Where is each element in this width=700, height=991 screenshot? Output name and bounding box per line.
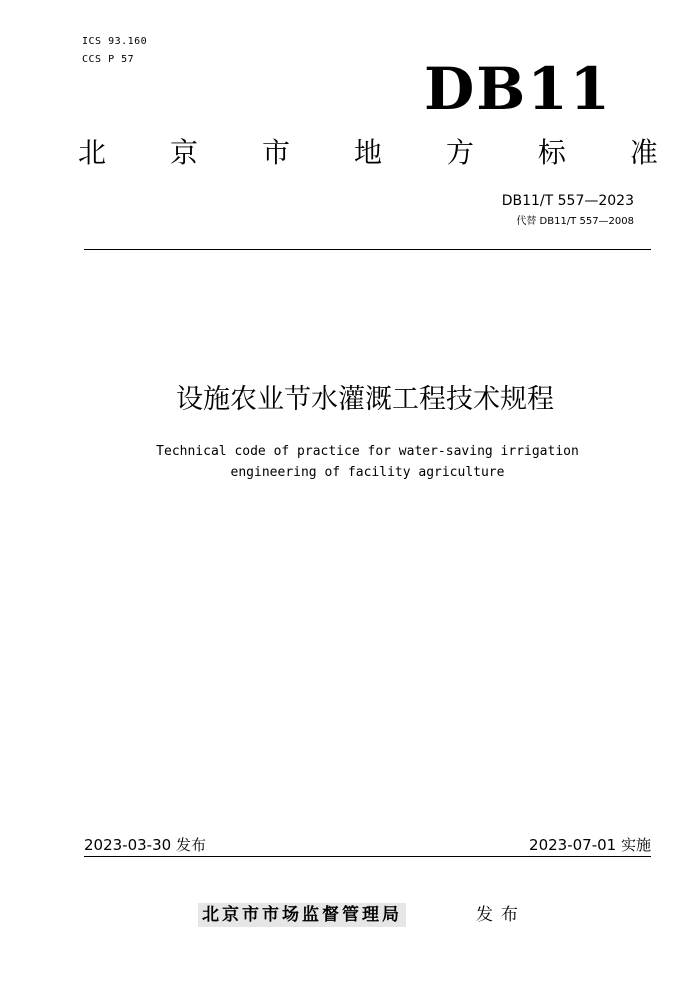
issue-date: 2023-03-30 发布 [84, 836, 206, 854]
issuing-authority: 北京市市场监督管理局 [198, 903, 406, 927]
ics-code: ICS 93.160 [82, 36, 148, 47]
ccs-code: CCS P 57 [82, 54, 135, 65]
standard-type-char: 方 [445, 136, 474, 169]
implementation-date: 2023-07-01 实施 [529, 836, 651, 854]
title-en-line-2: engineering of facility agriculture [230, 465, 505, 480]
title-en-line-1: Technical code of practice for water-saving irrigation [156, 444, 579, 459]
standard-type-char: 市 [261, 136, 290, 169]
header-divider [84, 249, 651, 250]
document-title-en [0, 441, 700, 483]
footer-divider [84, 856, 651, 857]
document-title-zh: 设施农业节水灌溉工程技术规程 [176, 384, 554, 415]
standard-type-char: 标 [537, 136, 566, 169]
db11-logo: DB11 [424, 55, 613, 123]
standard-type-char: 地 [353, 136, 382, 169]
replaces-note: 代替 DB11/T 557—2008 [516, 216, 634, 227]
standard-type-heading [78, 135, 658, 171]
standard-number: DB11/T 557—2023 [501, 193, 634, 209]
standard-type-char: 京 [169, 136, 198, 169]
standard-type-char: 北 [78, 136, 107, 169]
issue-label: 发布 [476, 905, 526, 925]
standard-type-char: 准 [629, 136, 658, 169]
